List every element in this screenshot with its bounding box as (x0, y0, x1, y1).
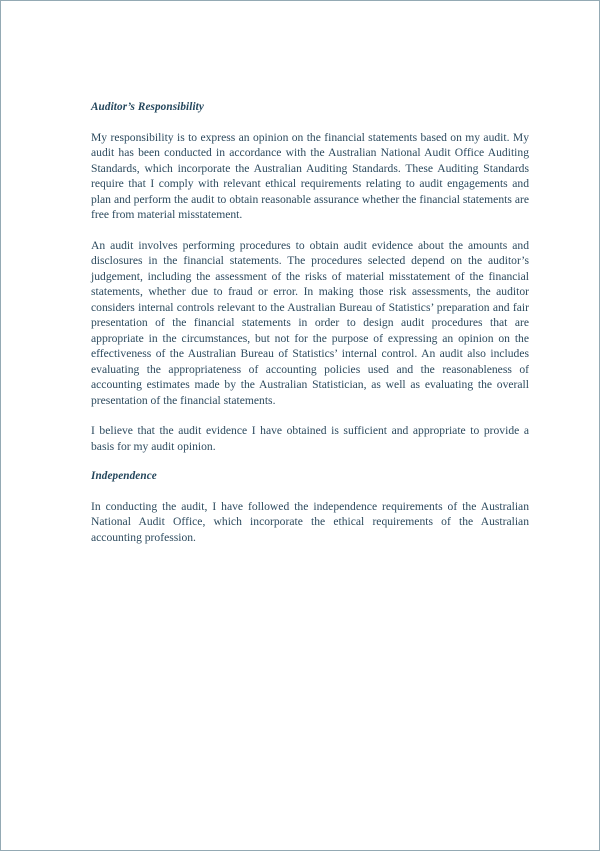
spacer (91, 408, 529, 423)
paragraph: I believe that the audit evidence I have obtained is sufficient and appropriate to provide a basis for my audit opinion. (91, 424, 529, 453)
section-heading-independence: Independence (91, 470, 157, 482)
document-body (91, 100, 529, 545)
spacer (91, 485, 529, 499)
spacer (91, 454, 529, 469)
spacer (91, 223, 529, 238)
paragraph: My responsibility is to express an opinion on the financial statements based on my audit. My audit has been conducted in accordance with the Australian National Audit Office Auditing Standards, which incorporate the Australian Auditing Standards. These Auditing Standards require that I comply with relevant ethical requirements relating to audit engagements and plan and perform the audit to obtain reasonable assurance whether the financial statements are free from material misstatement. (91, 130, 529, 221)
paragraph: An audit involves performing procedures to obtain audit evidence about the amounts and disclosures in the financial statements. The procedures selected depend on the auditor’s judgement, including the assessment of the risks of material misstatement of the financial statements, whether due to fraud or error. In making those risk assessments, the auditor considers internal controls relevant to the Australian Bureau of Statistics’ preparation and fair presentation of the financial statements in order to design audit procedures that are appropriate in the circumstances, but not for the purpose of expressing an opinion on the effectiveness of the Australian Bureau of Statistics’ internal control. An audit also includes evaluating the appropriateness of accounting policies used and the reasonableness of accounting estimates made by the Australian Statistician, as well as evaluating the overall presentation of the financial statements. (91, 238, 529, 407)
spacer (91, 116, 529, 130)
section-heading-auditors-responsibility: Auditor’s Responsibility (91, 101, 204, 113)
paragraph: In conducting the audit, I have followed the independence requirements of the Australian National Audit Office, which incorporate the ethical requirements of the Australian accounting profession. (91, 499, 529, 544)
